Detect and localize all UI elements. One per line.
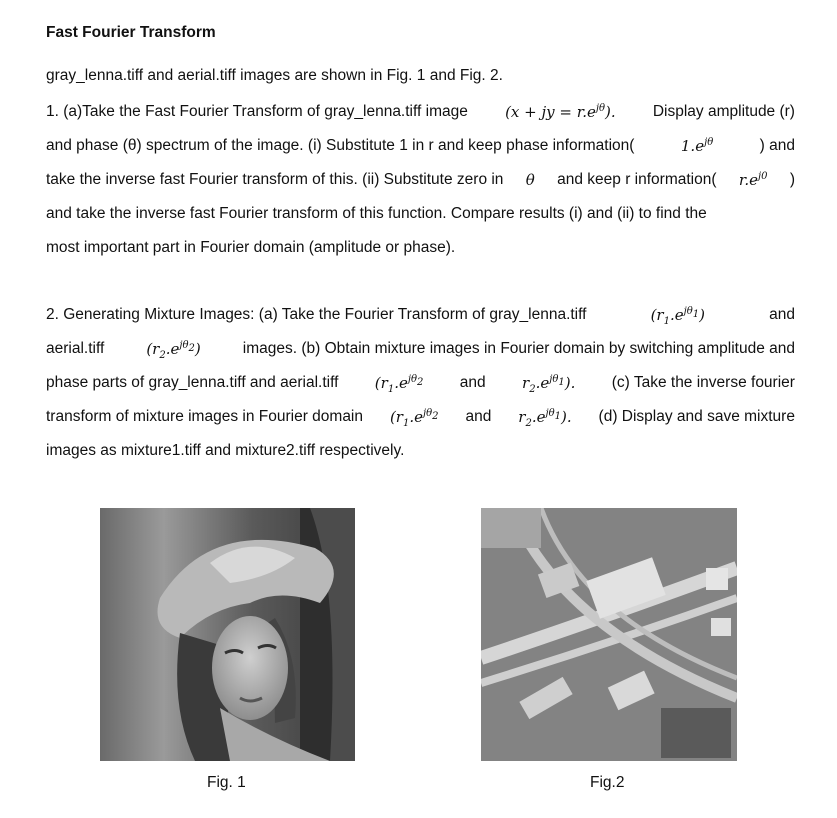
- q1-line-2: and phase (θ) spectrum of the image. (i) Substitute 1 in r and keep phase information( $1.e^{j\theta}$ ) and: [46, 137, 795, 155]
- question-1: [46, 95, 795, 265]
- q1-line-1: 1. (a)Take the Fast Fourier Transform of gray_lenna.tiff image (x + jy = $r.e^{j\theta}$). Display amplitude (r): [46, 103, 795, 121]
- fig1-caption: Fig. 1: [207, 774, 246, 791]
- q2-line-4: transform of mixture images in Fourier domain ($r_1.e^{j\theta_2}$ and $r_2.e^{j\theta_1}$). (d) Display and save mixture: [46, 408, 795, 429]
- question-2: [46, 298, 795, 468]
- page-title: Fast Fourier Transform: [46, 24, 216, 41]
- q2-line-2: aerial.tiff $(r_2.e^{j\theta_2})$ images. (b) Obtain mixture images in Fourier domain by switching amplitude and: [46, 340, 795, 361]
- intro-text: gray_lenna.tiff and aerial.tiff images are shown in Fig. 1 and Fig. 2.: [46, 67, 503, 84]
- aerial-image: [481, 508, 737, 761]
- q2-line-1: 2. Generating Mixture Images: (a) Take the Fourier Transform of gray_lenna.tiff $(r_1.e^{j\theta_1})$ and: [46, 306, 795, 327]
- q2-line-5: images as mixture1.tiff and mixture2.tiff respectively.: [46, 442, 405, 459]
- fig2-caption: Fig.2: [590, 774, 625, 791]
- q1-line-3: take the inverse fast Fourier transform of this. (ii) Substitute zero in θ and keep r information( $r.e^{j0}$ ): [46, 171, 795, 189]
- q1-line-5: most important part in Fourier domain (amplitude or phase).: [46, 239, 456, 256]
- q1-line-4: and take the inverse fast Fourier transform of this function. Compare results (i) and (ii) to find the: [46, 205, 707, 222]
- q2-line-3: phase parts of gray_lenna.tiff and aerial.tiff ($r_1.e^{j\theta_2}$ and $r_2.e^{j\theta_1}$). (c) Take the inverse fourier: [46, 374, 795, 395]
- lenna-image: [100, 508, 355, 761]
